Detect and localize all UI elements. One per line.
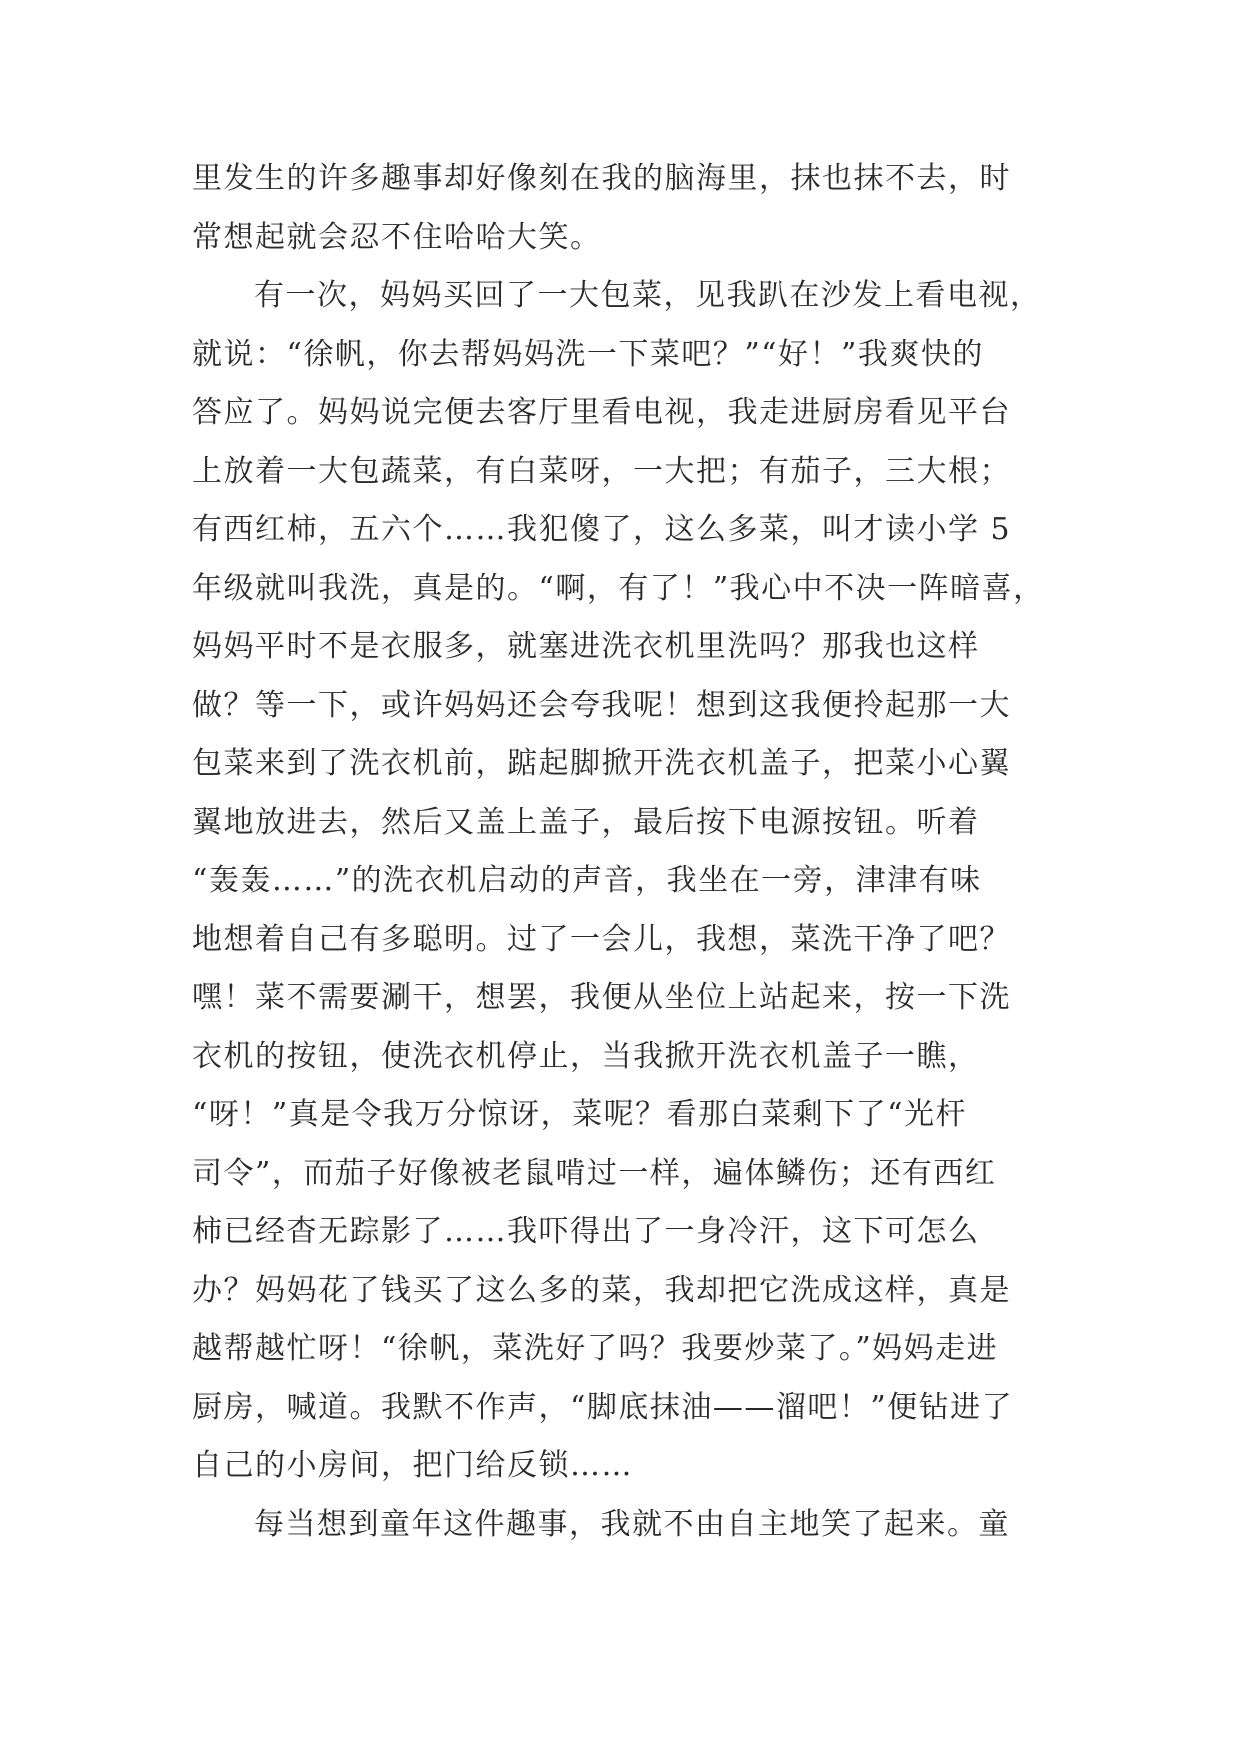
text-line: 每当想到童年这件趣事，我就不由自主地笑了起来。童: [254, 1506, 1010, 1542]
text-line: 地想着自己有多聪明。过了一会儿，我想，菜洗干净了吧？: [192, 921, 1011, 957]
body-text: [192, 150, 1062, 1554]
text-line: 有西红柿，五六个……我犯傻了，这么多菜，叫才读小学 5: [192, 512, 1012, 547]
text-line: 年级就叫我洗，真是的。“啊，有了！”我心中不决一阵暗喜，: [192, 570, 1045, 606]
text-line: 越帮越忙呀！“徐帆，菜洗好了吗？我要炒菜了。”妈妈走进: [192, 1331, 999, 1366]
text-line: 柿已经杳无踪影了……我吓得出了一身冷汗，这下可怎么: [192, 1214, 980, 1249]
text-line: 就说：“徐帆，你去帮妈妈洗一下菜吧？”“好！”我爽快的: [192, 336, 984, 372]
text-line: 妈妈平时不是衣服多，就塞进洗衣机里洗吗？那我也这样: [192, 629, 980, 664]
text-line: “呀！”真是令我万分惊讶，菜呢？看那白菜剩下了“光杆: [192, 1097, 968, 1132]
text-line: “轰轰……”的洗衣机启动的声音，我坐在一旁，津津有味: [192, 863, 982, 898]
text-line: 自己的小房间，把门给反锁……: [192, 1448, 633, 1483]
text-line: 嘿！菜不需要涮干，想罢，我便从坐位上站起来，按一下洗: [192, 980, 1011, 1015]
text-line: 上放着一大包蔬菜，有白菜呀，一大把；有茄子，三大根；: [192, 453, 1011, 489]
text-line: 司令”，而茄子好像被老鼠啃过一样，遍体鳞伤；还有西红: [192, 1155, 997, 1191]
text-line: 包菜来到了洗衣机前，踮起脚掀开洗衣机盖子，把菜小心翼: [192, 746, 1011, 781]
paragraph-3: [192, 1496, 1062, 1555]
text-line: 翼地放进去，然后又盖上盖子，最后按下电源按钮。听着: [192, 804, 980, 840]
text-line: 里发生的许多趣事却好像刻在我的脑海里，抹也抹不去，时: [192, 161, 1011, 196]
text-line: 厨房，喊道。我默不作声，“脚底抹油——溜吧！”便钻进了: [192, 1389, 1014, 1425]
paragraph-1: [192, 150, 1062, 267]
text-line: 常想起就会忍不住哈哈大笑。: [192, 219, 602, 255]
text-line: 办？妈妈花了钱买了这么多的菜，我却把它洗成这样，真是: [192, 1272, 1011, 1308]
text-line: 答应了。妈妈说完便去客厅里看电视，我走进厨房看见平台: [192, 395, 1011, 430]
text-line: 衣机的按钮，使洗衣机停止，当我掀开洗衣机盖子一瞧，: [192, 1038, 980, 1074]
text-line: 有一次，妈妈买回了一大包菜，见我趴在沙发上看电视，: [254, 278, 1042, 313]
text-line: 做？等一下，或许妈妈还会夸我呢！想到这我便拎起那一大: [192, 687, 1011, 723]
paragraph-2: [192, 267, 1062, 1496]
